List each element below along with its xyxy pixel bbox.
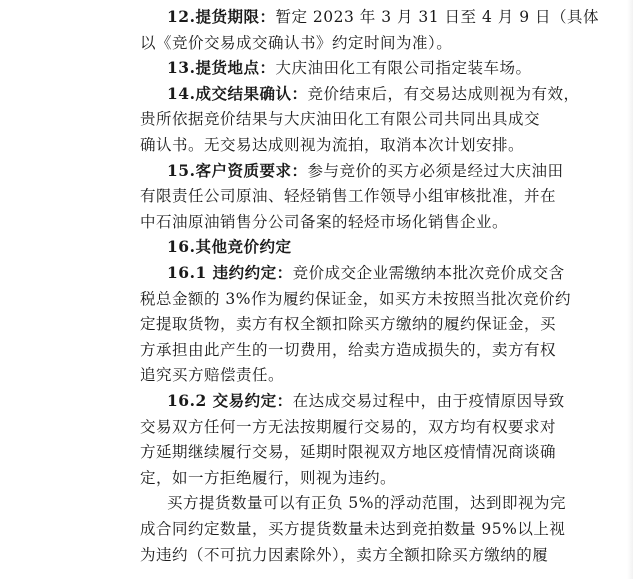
item-label: 16.1 违约约定：	[167, 263, 293, 282]
item-16-2-line-4	[140, 468, 396, 488]
item-14-line-3	[140, 135, 524, 155]
para-quantity-line-2	[140, 519, 565, 539]
item-16-1-line-2	[140, 289, 571, 309]
item-16-1-line-1	[167, 263, 565, 283]
item-text: 方承担由此产生的一切费用，给卖方造成损失的，卖方有权	[140, 340, 557, 359]
item-16-2-line-2	[140, 417, 556, 437]
para-quantity-line-3	[140, 545, 548, 565]
item-text: 参与竞价的买方必须是经过大庆油田	[307, 161, 564, 180]
item-label: 13.提货地点：	[167, 58, 276, 78]
item-text: 定，如一方拒绝履行，则视为违约。	[140, 468, 397, 487]
item-text: 成合同约定数量，买方提货数量未达到竞拍数量 95%以上视	[140, 520, 566, 538]
item-text: 定提取货物，卖方有权全额扣除买方缴纳的履约保证金，买	[140, 315, 557, 334]
item-text: 为违约（不可抗力因素除外），卖方全额扣除买方缴纳的履	[140, 545, 549, 564]
item-label: 16.其他竞价约定	[167, 237, 292, 257]
item-16-2-line-3	[140, 442, 556, 462]
scan-edge	[627, 0, 633, 579]
item-text: 贵所依据竞价结果与大庆油田化工有限公司共同出具成交	[140, 110, 541, 129]
item-15-line-3	[140, 212, 508, 232]
para-quantity-line-1	[167, 493, 566, 513]
item-text: 交易双方任何一方无法按期履行交易的，双方均有权要求对	[140, 417, 557, 436]
item-12-line-1	[167, 7, 599, 27]
item-text: 中石油原油销售分公司备案的轻烃市场化销售企业。	[140, 212, 509, 231]
item-16-heading	[167, 237, 291, 257]
item-text: 以《竞价交易成交确认书》约定时间为准）。	[140, 33, 453, 52]
item-16-1-line-5	[140, 365, 284, 385]
item-12-line-2	[140, 33, 452, 53]
item-text: 买方提货数量可以有正负 5%的浮动范围，达到即视为完	[167, 494, 567, 513]
item-16-1-line-3	[140, 314, 556, 334]
item-text: 暂定 2023 年 3 月 31 日至 4 月 9 日（具体	[275, 8, 599, 26]
item-16-2-line-1	[167, 391, 565, 411]
item-text: 方延期继续履行交易，延期时限视双方地区疫情情况商谈确	[140, 443, 557, 462]
item-text: 竞价结束后，有交易达成则视为有效，	[307, 84, 580, 103]
item-text: 大庆油田化工有限公司指定装车场。	[275, 59, 532, 78]
item-text: 追究买方赔偿责任。	[140, 366, 285, 385]
item-text: 在达成交易过程中，由于疫情原因导致	[292, 392, 565, 410]
item-15-line-1	[167, 161, 563, 181]
item-label: 12.提货期限：	[167, 7, 276, 26]
item-16-1-line-4	[140, 340, 556, 360]
item-label: 14.成交结果确认：	[167, 83, 308, 103]
item-label: 15.客户资质要求：	[167, 160, 308, 180]
item-text: 确认书。无交易达成则视为流拍，取消本次计划安排。	[140, 136, 525, 154]
item-text: 竞价成交企业需缴纳本批次竞价成交含	[292, 264, 565, 282]
item-label: 16.2 交易约定：	[167, 391, 293, 410]
item-14-line-2	[140, 109, 540, 129]
item-text: 税总金额的 3%作为履约保证金，如买方未按照当批次竞价约	[140, 289, 572, 308]
item-13-line-1	[167, 58, 531, 78]
item-15-line-2	[140, 186, 556, 206]
item-14-line-1	[167, 84, 579, 104]
item-text: 有限责任公司原油、轻烃销售工作领导小组审核批准，并在	[140, 187, 557, 206]
